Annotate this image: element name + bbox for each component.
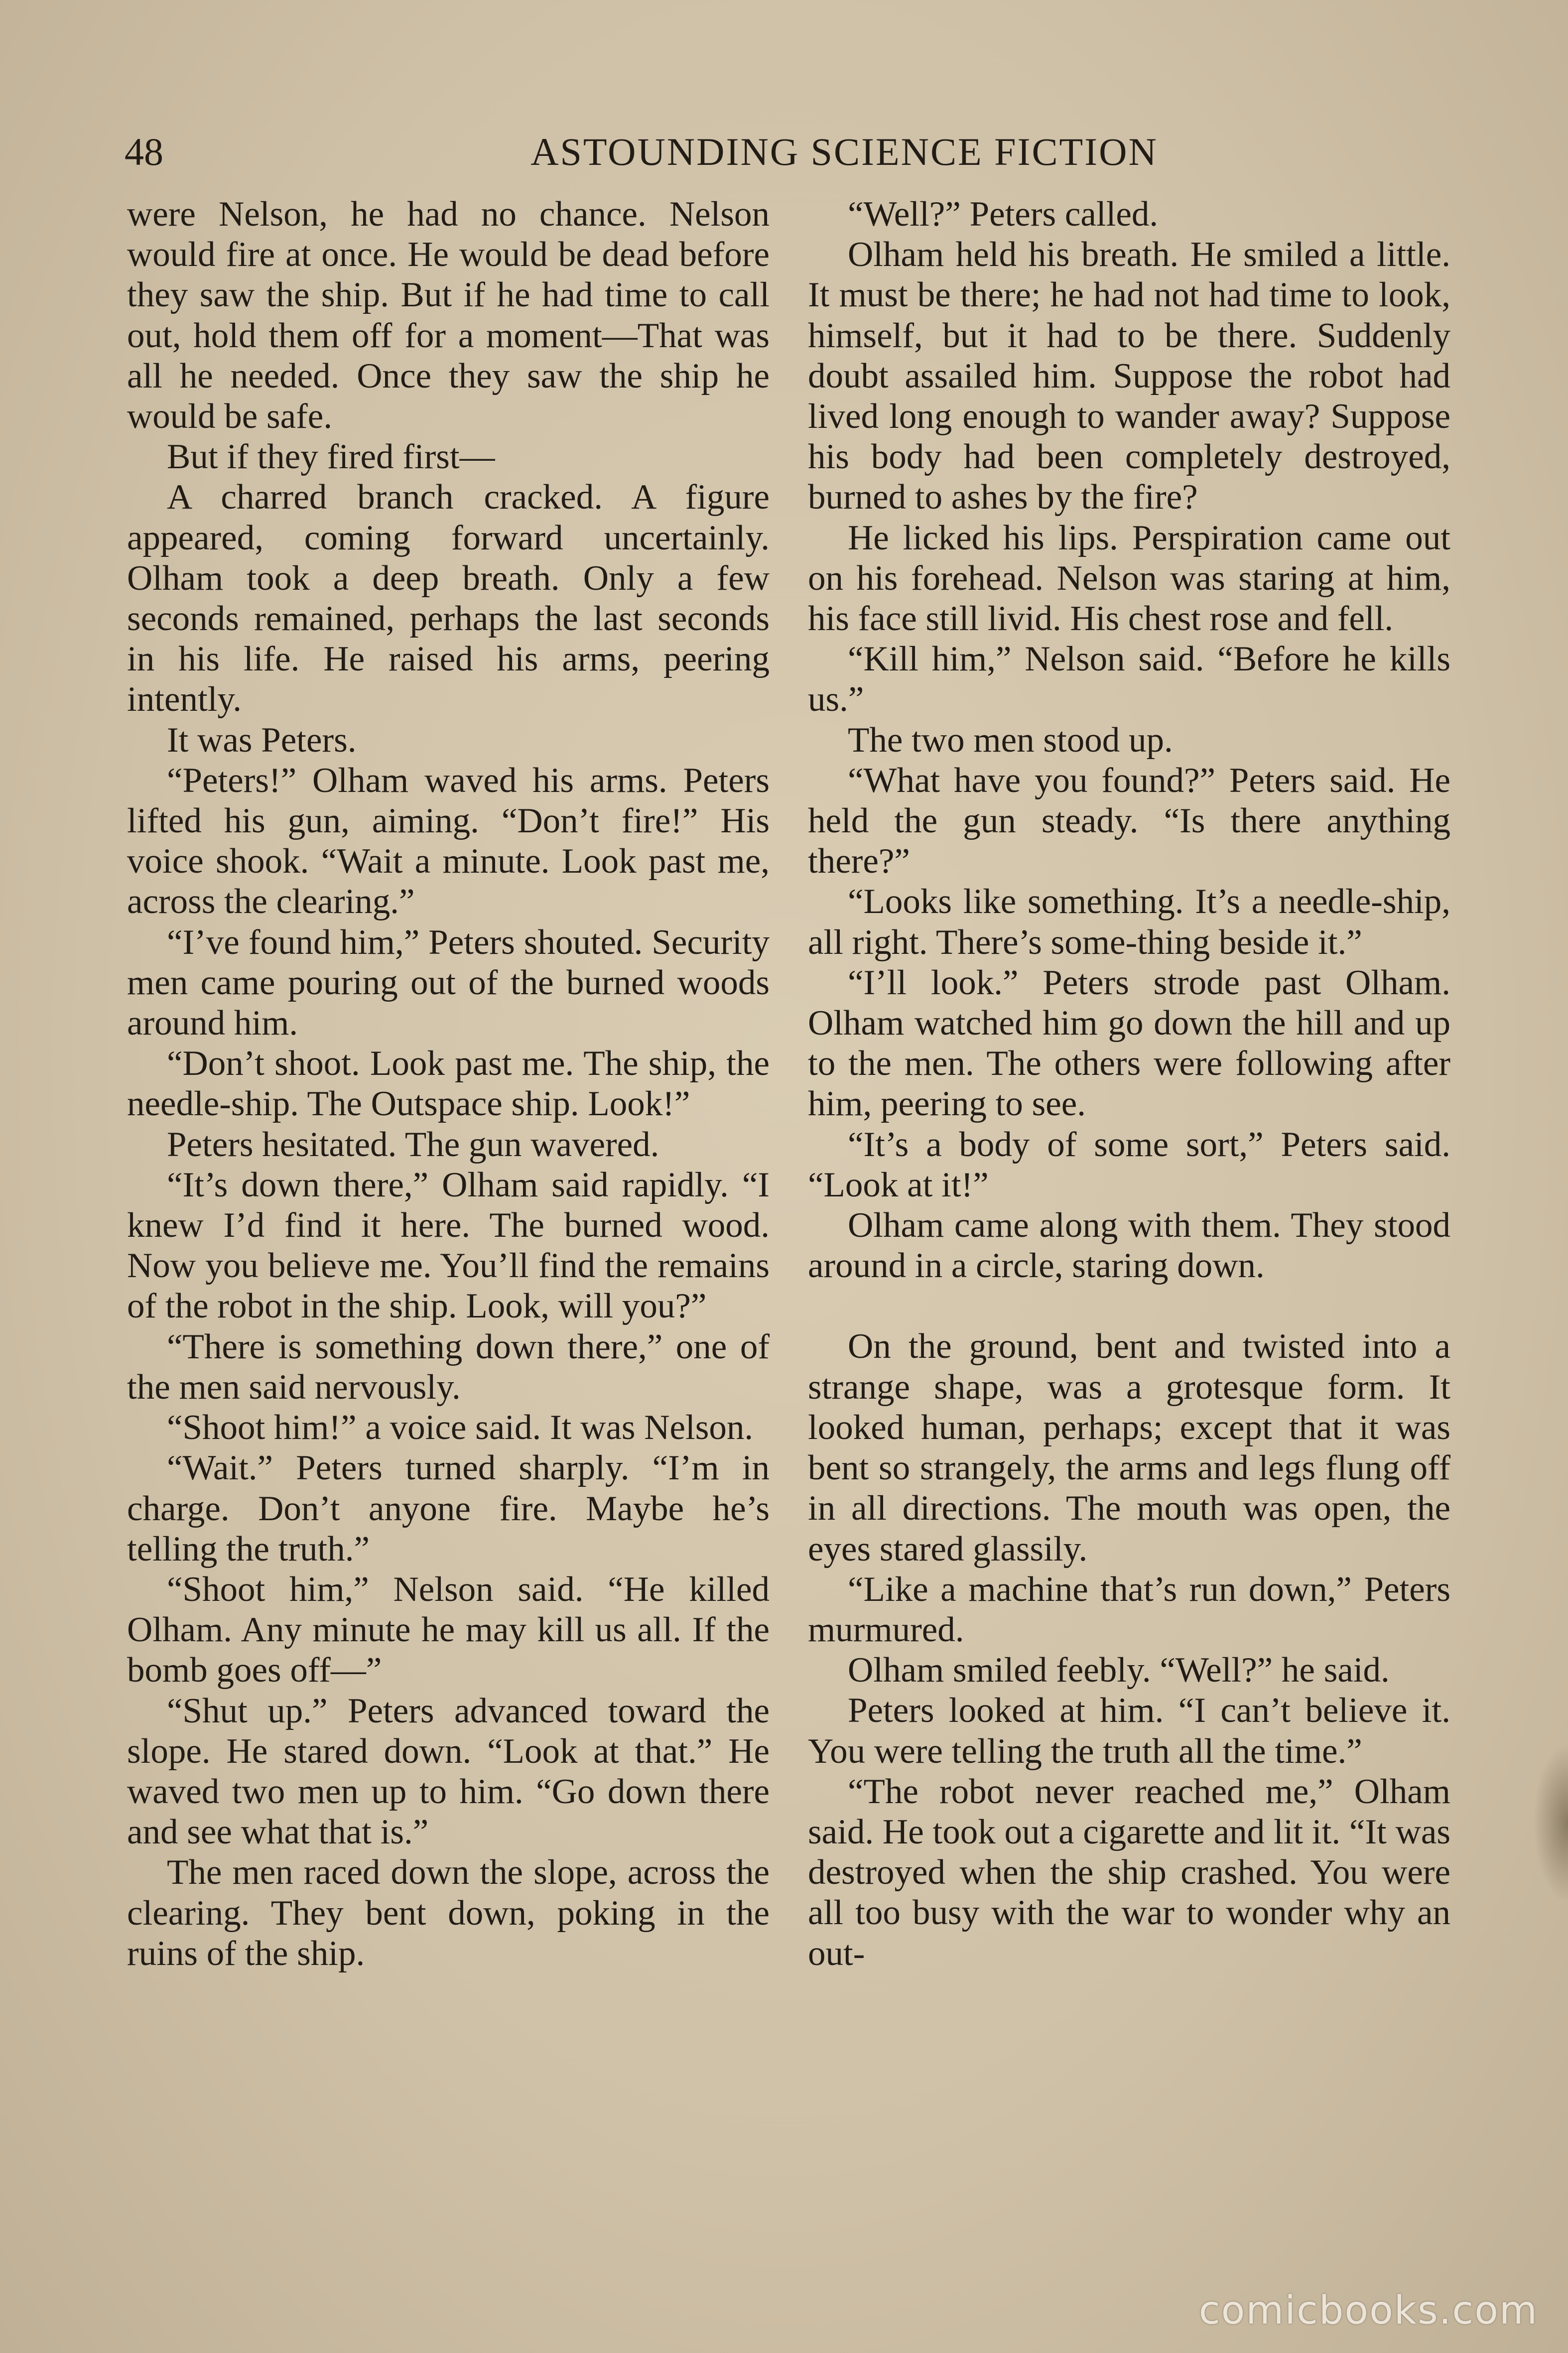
paragraph: were Nelson, he had no chance. Nelson would fire at once. He would be dead before they saw the ship. But if he had time to call out, hold them off for a moment—That was all he needed. Once they saw the ship he would be safe. xyxy=(127,195,770,436)
paragraph: “I’ll look.” Peters strode past Olham. Olham watched him go down the hill and up to the men. The others were following after him, peering to see. xyxy=(808,963,1450,1124)
paragraph: “Shut up.” Peters advanced toward the slope. He stared down. “Look at that.” He waved two men up to him. “Go down there and see what that is.” xyxy=(127,1691,770,1852)
paragraph: “Well?” Peters called. xyxy=(848,195,1159,234)
paragraph: “It’s down there,” Olham said rapidly. “I knew I’d find it here. The burned wood. Now you believe me. You’ll find the remains of the robot in the ship. Look, will you?” xyxy=(127,1165,770,1326)
paragraph: “There is something down there,” one of the men said nervously. xyxy=(127,1327,770,1407)
paragraph: “Looks like something. It’s a needle-ship, all right. There’s some-thing beside it.” xyxy=(808,882,1450,962)
running-head: ASTOUNDING SCIENCE FICTION xyxy=(530,130,1158,173)
page-header xyxy=(125,125,1444,179)
paragraph: Olham held his breath. He smiled a little. It must be there; he had not had time to look, himself, but it had to be there. Suddenly doubt assailed him. Suppose the robot had lived long enough to wander away? Suppose his body had been completely destroyed, burned to ashes by the fire? xyxy=(808,235,1450,517)
paragraph: “The robot never reached me,” Olham said. He took out a cigarette and lit it. “It was destroyed when the ship crashed. You were all too busy with the war to wonder why an out- xyxy=(808,1772,1450,1973)
section-break xyxy=(808,1286,1450,1326)
paragraph: “Shoot him!” a voice said. It was Nelson. xyxy=(167,1408,754,1447)
paragraph: “Wait.” Peters turned sharply. “I’m in charge. Don’t anyone fire. Maybe he’s telling the truth.” xyxy=(127,1448,770,1569)
paragraph: The two men stood up. xyxy=(848,720,1173,760)
left-column xyxy=(127,194,770,1974)
paragraph: “Kill him,” Nelson said. “Before he kills us.” xyxy=(808,640,1450,719)
paragraph: It was Peters. xyxy=(167,720,357,760)
paragraph: He licked his lips. Perspiration came out on his forehead. Nelson was staring at him, his face still livid. His chest rose and fell. xyxy=(808,518,1450,639)
paragraph: On the ground, bent and twisted into a strange shape, was a grotesque form. It looked human, perhaps; except that it was bent so strangely, the arms and legs flung off in all directions. The mouth was open, the eyes stared glassily. xyxy=(808,1327,1450,1569)
paragraph: A charred branch cracked. A figure appeared, coming forward uncertainly. Olham took a deep breath. Only a few seconds remained, perhaps the last seconds in his life. He raised his arms, peering intently. xyxy=(127,478,770,719)
paragraph: “Like a machine that’s run down,” Peters murmured. xyxy=(808,1569,1450,1649)
paragraph: The men raced down the slope, across the clearing. They bent down, poking in the ruins of the ship. xyxy=(127,1853,770,1973)
paragraph: “I’ve found him,” Peters shouted. Security men came pouring out of the burned woods around him. xyxy=(127,922,770,1043)
watermark: comicbooks.com xyxy=(1198,2288,1538,2333)
paragraph: “Peters!” Olham waved his arms. Peters lifted his gun, aiming. “Don’t fire!” His voice shook. “Wait a minute. Look past me, across the clearing.” xyxy=(127,761,770,921)
paragraph: “It’s a body of some sort,” Peters said. “Look at it!” xyxy=(808,1125,1450,1204)
right-column xyxy=(808,194,1450,1974)
page-number: 48 xyxy=(125,130,163,173)
paragraph: Olham came along with them. They stood around in a circle, staring down. xyxy=(808,1206,1450,1286)
paper-stain xyxy=(1533,1743,1568,1903)
paragraph: “What have you found?” Peters said. He held the gun steady. “Is there anything there?” xyxy=(808,761,1450,881)
paragraph: Peters looked at him. “I can’t believe it. You were telling the truth all the time.” xyxy=(808,1691,1450,1771)
paragraph: But if they fired first— xyxy=(167,437,495,477)
paragraph: “Don’t shoot. Look past me. The ship, the needle-ship. The Outspace ship. Look!” xyxy=(127,1044,770,1124)
paragraph: Peters hesitated. The gun wavered. xyxy=(167,1125,659,1164)
paragraph: “Shoot him,” Nelson said. “He killed Olham. Any minute he may kill us all. If the bomb goes off—” xyxy=(127,1569,770,1690)
paragraph: Olham smiled feebly. “Well?” he said. xyxy=(848,1651,1390,1690)
